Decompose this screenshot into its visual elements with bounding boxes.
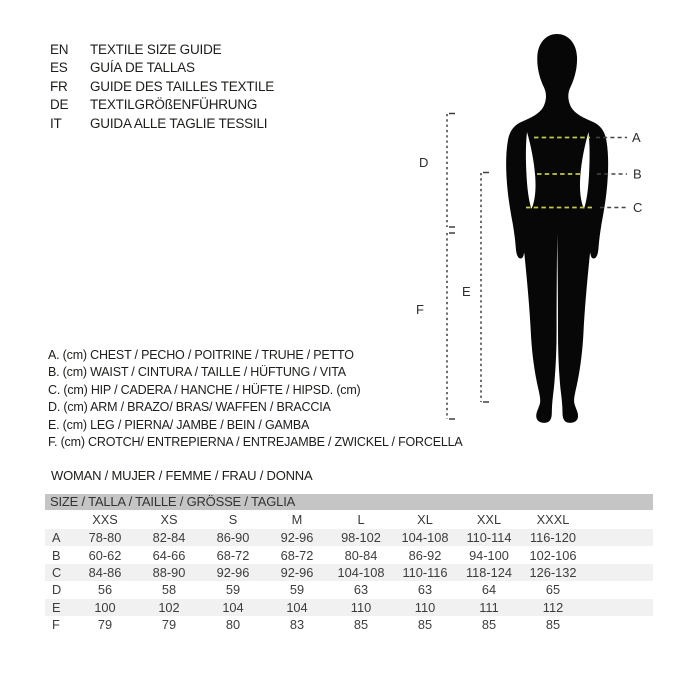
cell: 112 (542, 599, 564, 615)
cell: 64-66 (152, 547, 186, 563)
label-leg-e: E (462, 284, 471, 299)
size-col-l: L (357, 512, 365, 527)
lang-title: TEXTILGRÖßENFÜHRUNG (90, 97, 258, 113)
row-label: C (52, 564, 62, 580)
cell: 85 (481, 617, 497, 633)
cell: 104 (286, 599, 308, 615)
cell: 85 (417, 617, 433, 633)
cell: 58 (161, 582, 177, 598)
lang-title: TEXTILE SIZE GUIDE (90, 42, 222, 57)
cell: 80 (225, 617, 241, 633)
cell: 102-106 (529, 547, 577, 563)
cell: 104 (222, 599, 244, 615)
lang-code: FR (50, 78, 68, 94)
language-title-block (50, 41, 274, 133)
table-row-crotch (45, 616, 653, 633)
cell: 80-84 (344, 547, 378, 563)
cell: 104-108 (337, 564, 385, 580)
cell: 110-116 (402, 564, 448, 580)
cell: 92-96 (280, 530, 314, 546)
row-label: F (52, 617, 60, 633)
lang-title: GUIDA ALLE TAGLIE TESSILI (90, 115, 268, 131)
table-row-arm (45, 581, 653, 598)
row-label: A (52, 530, 61, 546)
cell: 84-86 (88, 564, 122, 580)
size-table (45, 494, 653, 633)
label-crotch-f: F (416, 302, 424, 317)
cell: 116-120 (529, 530, 576, 546)
cell: 110 (414, 599, 436, 615)
table-row-hip (45, 564, 653, 581)
cell: 63 (417, 582, 433, 598)
size-col-xs: XS (160, 512, 178, 527)
cell: 64 (481, 582, 497, 598)
cell: 118-124 (465, 564, 512, 580)
cell: 85 (353, 617, 369, 633)
table-row-chest (45, 529, 653, 546)
cell: 92-96 (216, 564, 250, 580)
label-chest-a: A (632, 130, 641, 145)
cell: 86-92 (408, 547, 442, 563)
cell: 59 (225, 582, 241, 598)
cell: 85 (545, 617, 561, 633)
audience-label: WOMAN / MUJER / FEMME / FRAU / DONNA (51, 468, 313, 483)
cell: 88-90 (152, 564, 186, 580)
legend-arm: D. (cm) ARM / BRAZO/ BRAS/ WAFFEN / BRACCIA (48, 400, 331, 415)
size-col-s: S (228, 512, 238, 527)
legend-waist: B. (cm) WAIST / CINTURA / TAILLE / HÜFTUNG / VITA (48, 365, 346, 380)
cell: 111 (479, 599, 499, 615)
row-label: E (52, 599, 61, 615)
cell: 94-100 (469, 547, 509, 563)
lang-code: DE (50, 97, 69, 113)
cell: 102 (158, 599, 180, 615)
table-row-leg (45, 599, 653, 616)
legend-hip: C. (cm) HIP / CADERA / HANCHE / HÜFTE / HIPSD. (cm) (48, 382, 361, 397)
lang-row-fr (50, 78, 274, 96)
cell: 92-96 (280, 564, 314, 580)
lang-row-en (50, 41, 274, 59)
size-col-xxl: XXL (476, 512, 502, 527)
row-label: D (52, 582, 62, 598)
size-table-header-bar: SIZE / TALLA / TAILLE / GRÖSSE / TAGLIA (45, 494, 653, 510)
lang-row-es (50, 59, 274, 77)
label-arm-d: D (419, 155, 429, 170)
size-col-xl: XL (417, 512, 433, 527)
lang-title: GUIDE DES TAILLES TEXTILE (90, 78, 275, 94)
legend-leg: E. (cm) LEG / PIERNA/ JAMBE / BEIN / GAMBA (48, 417, 310, 432)
cell: 110-114 (466, 530, 512, 546)
cell: 68-72 (280, 547, 314, 563)
label-waist-b: B (633, 166, 642, 182)
cell: 83 (289, 617, 305, 633)
cell: 79 (97, 617, 113, 633)
lang-code: EN (50, 42, 69, 57)
cell: 65 (545, 582, 561, 598)
lang-row-it (50, 115, 274, 133)
lang-code: IT (50, 115, 62, 131)
size-col-m: M (291, 512, 303, 527)
cell: 63 (353, 582, 369, 598)
cell: 60-62 (88, 547, 122, 563)
cell: 78-80 (88, 530, 122, 546)
lang-row-de (50, 96, 274, 114)
lang-code: ES (50, 60, 68, 76)
size-col-xxxl: XXXL (536, 512, 570, 527)
table-row-waist (45, 546, 653, 563)
cell: 86-90 (216, 530, 250, 546)
cell: 68-72 (216, 547, 250, 563)
measurement-legend (48, 347, 462, 451)
legend-crotch: F. (cm) CROTCH/ ENTREPIERNA / ENTREJAMBE / ZWICKEL / FORCELLA (48, 435, 463, 450)
row-label: B (52, 547, 61, 563)
cell: 56 (97, 582, 113, 598)
size-header-row (45, 510, 653, 529)
cell: 59 (289, 582, 305, 598)
cell: 104-108 (401, 530, 449, 546)
size-col-xxs: XXS (92, 512, 118, 527)
cell: 98-102 (341, 530, 381, 546)
woman-silhouette-image (506, 34, 608, 423)
cell: 126-132 (529, 564, 577, 580)
cell: 82-84 (152, 530, 186, 546)
label-hip-c: C (633, 200, 643, 215)
lang-title: GUÍA DE TALLAS (90, 60, 195, 76)
legend-chest: A. (cm) CHEST / PECHO / POITRINE / TRUHE / PETTO (48, 348, 354, 362)
cell: 110 (350, 599, 372, 615)
cell: 79 (161, 617, 177, 633)
cell: 100 (94, 599, 116, 615)
